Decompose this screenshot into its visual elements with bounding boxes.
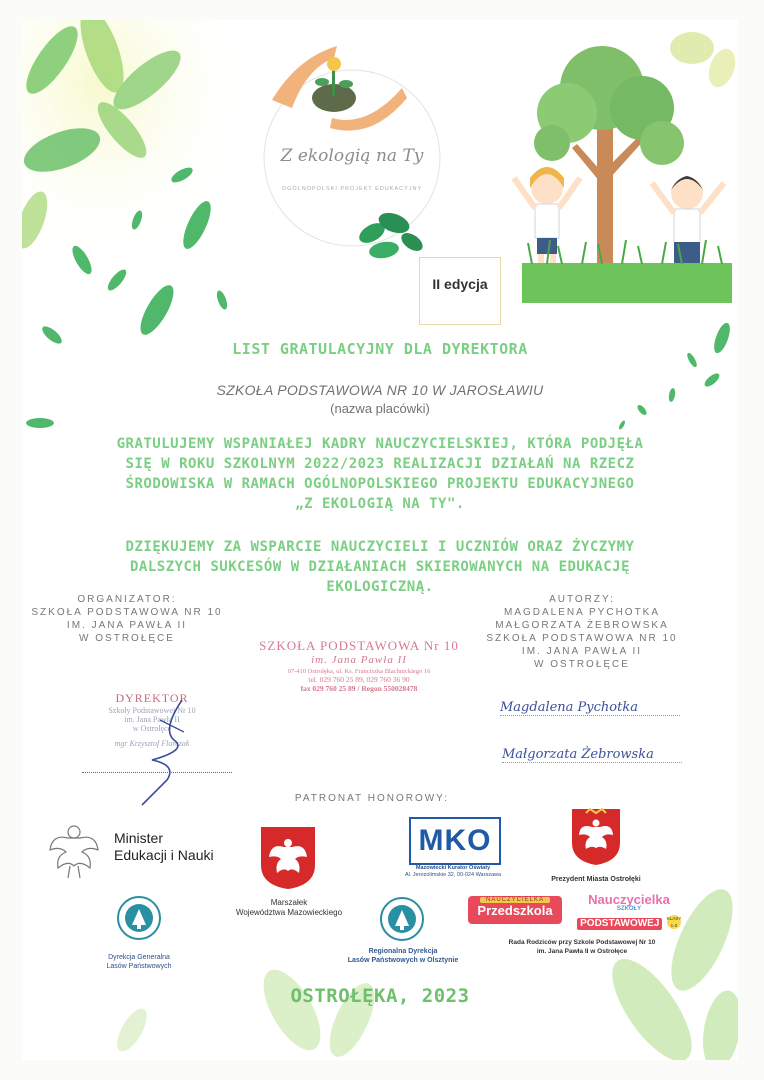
przedszkola-main-text: Przedszkola — [477, 903, 553, 918]
klasy-badge: KLASY 1-3 — [666, 915, 682, 928]
polish-eagle-icon — [46, 816, 102, 880]
authors-line: MAŁGORZATA ŻEBROWSKA — [495, 620, 669, 631]
edition-box — [419, 257, 501, 325]
signature-pychotka: Magdalena Pychotka — [500, 700, 680, 716]
marshal-label — [224, 898, 354, 918]
thanks-line: DALSZYCH SUKCESÓW W DZIAŁANIACH SKIEROWANYCH NA EDUKACJĘ — [129, 559, 630, 575]
school-stamp — [244, 638, 474, 693]
patronage-label: PATRONAT HONOROWY: — [294, 793, 450, 804]
organizer-line: SZKOŁA PODSTAWOWA NR 10 — [31, 607, 223, 618]
congratulations-line: ŚRODOWISKA W RAMACH OGÓLNOPOLSKIEGO PROJEKTU EDUKACYJNEGO — [125, 476, 635, 492]
school-name: SZKOŁA PODSTAWOWA NR 10 W JAROSŁAWIU — [216, 382, 544, 398]
director-signature — [122, 690, 202, 810]
rdlp-line: Lasów Państwowych w Olsztynie — [347, 957, 459, 964]
director-stamp-line: w Ostrołęce — [132, 724, 172, 733]
minister-line: Edukacji i Nauki — [114, 847, 214, 863]
podstawowej-main-text: PODSTAWOWEJ — [577, 918, 662, 930]
minister-label — [114, 830, 214, 864]
stamp-line: 07-410 Ostrołęka, ul. Ks. Franciszka Blachnickiego 16 — [287, 668, 431, 675]
leaves-decoration-bottom-left — [102, 1000, 162, 1060]
mko-logo: MKO — [409, 817, 501, 865]
thanks-line: EKOLOGICZNĄ. — [326, 579, 434, 595]
marshal-line: Marszałek — [270, 898, 308, 907]
signature-zebrowska: Małgorzata Żebrowska — [502, 747, 682, 763]
stamp-line: im. Jana Pawła II — [311, 654, 407, 666]
rada-line: Rada Rodziców przy Szkole Podstawowej Nr 10 — [508, 939, 656, 946]
mko-label — [392, 865, 514, 879]
organizer-line: IM. JANA PAWŁA II — [66, 620, 188, 631]
edition-label: II edycja — [432, 276, 488, 292]
congratulations-text — [22, 434, 738, 514]
rdlp-line: Regionalna Dyrekcja — [368, 948, 438, 955]
leaf-small-left — [22, 415, 62, 435]
lasy-panstwowe-logo-icon — [116, 895, 162, 941]
thanks-line: DZIĘKUJEMY ZA WSPARCIE NAUCZYCIELI I UCZNIÓW ORAZ ŻYCZYMY — [125, 539, 635, 555]
logo-script-title: Z ekologią na Ty — [280, 146, 424, 166]
footer-place-date: OSTROŁĘKA, 2023 — [290, 985, 470, 1007]
authors-block — [477, 593, 687, 671]
przedszkola-top-text: NAUCZYCIELKA — [480, 897, 550, 903]
mko-line: Al. Jerozolimskie 32, 00-024 Warszawa — [404, 872, 502, 878]
school-name-note: (nazwa placówki) — [330, 401, 430, 416]
ostroleka-coat-of-arms-icon — [570, 807, 622, 867]
director-stamp-line: DYREKTOR — [115, 691, 189, 705]
lasy-panstwowe-logo-icon — [379, 896, 425, 942]
podstawowej-small-text: SZKOŁY — [616, 906, 642, 912]
logo-subtitle: OGÓLNOPOLSKI PROJEKT EDUKACYJNY — [281, 186, 423, 192]
thanks-text — [22, 537, 738, 597]
organizer-label: ORGANIZATOR: — [77, 594, 177, 605]
leaves-decoration-top-left — [22, 20, 242, 350]
authors-line: MAGDALENA PYCHOTKA — [503, 607, 661, 618]
leaves-decoration-bottom-right — [582, 880, 738, 1060]
dglp-line: Lasów Państwowych — [106, 963, 172, 970]
mko-line: Mazowiecki Kurator Oświaty — [415, 865, 491, 871]
dglp-label — [77, 953, 201, 971]
mazovia-coat-of-arms-icon — [259, 825, 317, 891]
stamp-line: fax 029 760 25 89 / Regon 550028478 — [300, 684, 418, 693]
certificate-page — [22, 20, 738, 1060]
stamp-line: tel. 029 760 25 89, 029 760 36 90 — [308, 675, 410, 684]
stamp-line: SZKOŁA PODSTAWOWA Nr 10 — [259, 638, 459, 653]
director-stamp-line: Szkoły Podstawowej Nr 10 — [108, 706, 196, 715]
authors-label: AUTORZY: — [549, 594, 615, 605]
signature-line — [82, 772, 232, 773]
congratulations-line: „Z EKOLOGIĄ NA TY". — [295, 496, 465, 512]
podstawowej-top-text: Nauczycielka — [588, 892, 670, 907]
marshal-line: Województwa Mazowieckiego — [235, 908, 343, 917]
nauczycielka-przedszkola-logo — [468, 896, 562, 924]
director-stamp-line: mgr Krzysztof Florczak — [114, 739, 190, 748]
leaves-decoration-right — [612, 320, 738, 440]
president-label: Prezydent Miasta Ostrołęki — [551, 876, 641, 883]
authors-line: W OSTROŁĘCE — [534, 659, 630, 670]
dglp-line: Dyrekcja Generalna — [108, 954, 170, 961]
kids-tree-illustration — [502, 28, 738, 308]
congratulations-line: GRATULUJEMY WSPANIAŁEJ KADRY NAUCZYCIELSKIEJ, KTÓRA PODJĘŁA — [116, 436, 644, 452]
minister-line: Minister — [114, 830, 164, 846]
authors-line: IM. JANA PAWŁA II — [521, 646, 643, 657]
rada-line: im. Jana Pawła II w Ostrołęce — [536, 948, 628, 955]
authors-line: SZKOŁA PODSTAWOWA NR 10 — [486, 633, 678, 644]
girl-figure — [514, 167, 580, 270]
director-stamp-line: im. Jana Pawła II — [124, 715, 180, 724]
project-logo — [252, 28, 452, 278]
boy-figure — [652, 176, 724, 266]
organizer-block — [27, 593, 227, 645]
organizer-line: W OSTROŁĘCE — [79, 633, 175, 644]
certificate-heading: LIST GRATULACYJNY DLA DYREKTORA — [232, 340, 528, 358]
congratulations-line: SIĘ W ROKU SZKOLNYM 2022/2023 REALIZACJI DZIAŁAŃ NA RZECZ — [125, 456, 635, 472]
